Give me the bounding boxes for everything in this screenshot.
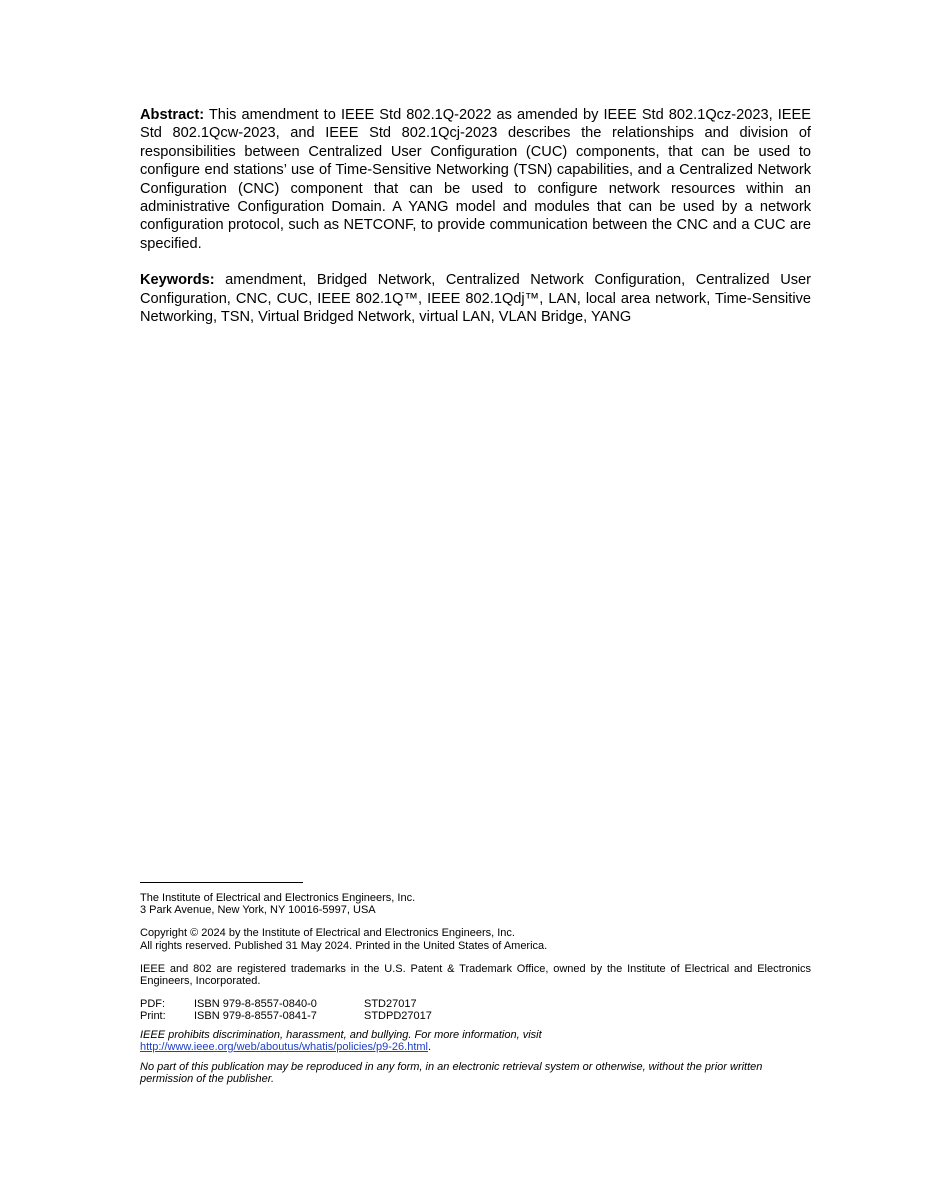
copyright-footer [140, 882, 811, 1085]
abstract-label: Abstract: [140, 107, 205, 123]
identifier-row-print [140, 1010, 811, 1022]
isbn-value: ISBN 979-8-8557-0840-0 [194, 998, 317, 1011]
format-label: Print: [140, 1010, 166, 1023]
publisher-name: The Institute of Electrical and Electronics Engineers, Inc. [140, 892, 416, 904]
policy-link[interactable]: http://www.ieee.org/web/aboutus/whatis/policies/p9-26.html [140, 1040, 428, 1053]
trademark-notice: IEEE and 802 are registered trademarks in the U.S. Patent & Trademark Office, owned by the Institute of Electrical and Electronics Engineers, Incorporated. [140, 962, 811, 988]
abstract-text: This amendment to IEEE Std 802.1Q-2022 as amended by IEEE Std 802.1Qcz-2023, IEEE Std 802.1Qcw-2023, and IEEE Std 802.1Qcj-2023 describes the relationships and division of responsibilities between Centralized User Configuration (CUC) components, that can be used to configure end stations’ use of Time-Sensitive Networking (TSN) capabilities, and a Centralized Network Configuration (CNC) component that can be used to configure network resources within an administrative Configuration Domain. A YANG model and modules that can be used by a network configuration protocol, such as NETCONF, to provide communication between the CNC and a CUC are specified. [140, 107, 811, 252]
reproduction-notice: No part of this publication may be reproduced in any form, in an electronic retrieval system or otherwise, without the prior written permission of the publisher. [140, 1061, 763, 1086]
copyright-block [140, 927, 811, 951]
abstract-paragraph [140, 106, 811, 253]
policy-notice [140, 1029, 811, 1053]
format-label: PDF: [140, 998, 166, 1011]
footer-divider [140, 882, 303, 883]
document-body [140, 106, 811, 326]
keywords-label: Keywords: [140, 272, 215, 289]
copyright-line-2: All rights reserved. Published 31 May 2024. Printed in the United States of America. [140, 939, 548, 952]
identifier-row-pdf [140, 998, 811, 1010]
std-number: STDPD27017 [364, 1010, 432, 1023]
publisher-block [140, 892, 811, 916]
keywords-paragraph [140, 271, 811, 326]
identifier-block [140, 998, 811, 1022]
policy-link-suffix: . [428, 1040, 432, 1053]
policy-text: IEEE prohibits discrimination, harassment, and bullying. For more information, visit [140, 1028, 542, 1041]
publisher-address: 3 Park Avenue, New York, NY 10016-5997, USA [140, 904, 376, 917]
isbn-value: ISBN 979-8-8557-0841-7 [194, 1010, 317, 1023]
std-number: STD27017 [364, 998, 417, 1011]
keywords-text: amendment, Bridged Network, Centralized Network Configuration, Centralized User Configuration, CNC, CUC, IEEE 802.1Q™, IEEE 802.1Qdj™, LAN, local area network, Time-Sensitive Networking, TSN, Virtual Bridged Network, virtual LAN, VLAN Bridge, YANG [140, 272, 811, 326]
copyright-line-1: Copyright © 2024 by the Institute of Electrical and Electronics Engineers, Inc. [140, 927, 515, 940]
